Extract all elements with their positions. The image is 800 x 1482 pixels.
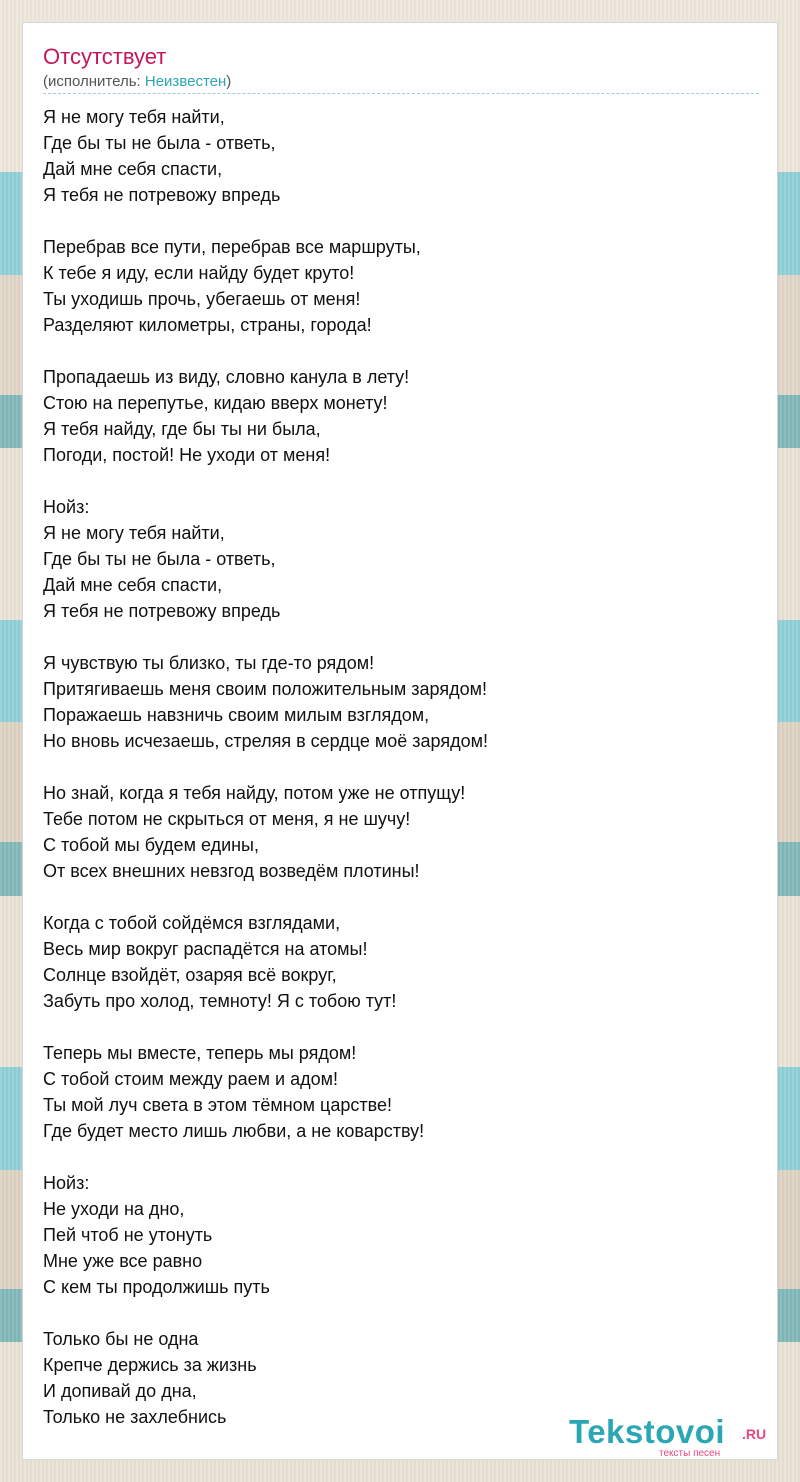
artist-link[interactable]: Неизвестен: [144, 73, 227, 90]
logo-name: Tekstovoi: [569, 1413, 726, 1450]
lyrics-card: [22, 22, 778, 1460]
title-divider: [43, 93, 759, 94]
logo-tld: .RU: [742, 1426, 767, 1442]
site-logo[interactable]: [569, 1413, 774, 1459]
artist-prefix: (исполнитель:: [43, 73, 145, 90]
artist-suffix: ): [226, 73, 232, 90]
artist-line: [43, 73, 231, 91]
logo-tagline: тексты песен: [659, 1448, 721, 1459]
lyrics-text: Я не могу тебя найти, Где бы ты не была - ответь, Дай мне себя спасти, Я тебя не потревожу впредь Перебрав все пути, перебрав все маршруты, К тебе я иду, если найду будет круто! Ты уходишь прочь, убегаешь от меня! Разделяют километры, страны, города! Пропадаешь из виду, словно канула в лету! Стою на перепутье, кидаю вверх монету! Я тебя найду, где бы ты ни была, Погоди, постой! Не уходи от меня! Нойз: Я не могу тебя найти, Где бы ты не была - ответь, Дай мне себя спасти, Я тебя не потревожу впредь Я чувствую ты близко, ты где-то рядом! Притягиваешь меня своим положительным зарядом! Поражаешь навзничь своим милым взглядом, Но вновь исчезаешь, стреляя в сердце моё зарядом! Но знай, когда я тебя найду, потом уже не отпущу! Тебе потом не скрыться от меня, я не шучу! С тобой мы будем едины, От всех внешних невзгод возведём плотины! Когда с тобой сойдёмся взглядами, Весь мир вокруг распадётся на атомы! Солнце взойдёт, озаряя всё вокруг, Забуть про холод, темноту! Я с тобою тут! Теперь мы вместе, теперь мы рядом! С тобой стоим между раем и адом! Ты мой луч света в этом тёмном царстве! Где будет место лишь любви, а не коварству! Нойз: Не уходи на дно, Пей чтоб не утонуть Мне уже все равно С кем ты продолжишь путь Только бы не одна Крепче держись за жизнь И допивай до дна, Только не захлебнись: [43, 107, 488, 1427]
song-title: Отсутствует: [43, 44, 167, 69]
